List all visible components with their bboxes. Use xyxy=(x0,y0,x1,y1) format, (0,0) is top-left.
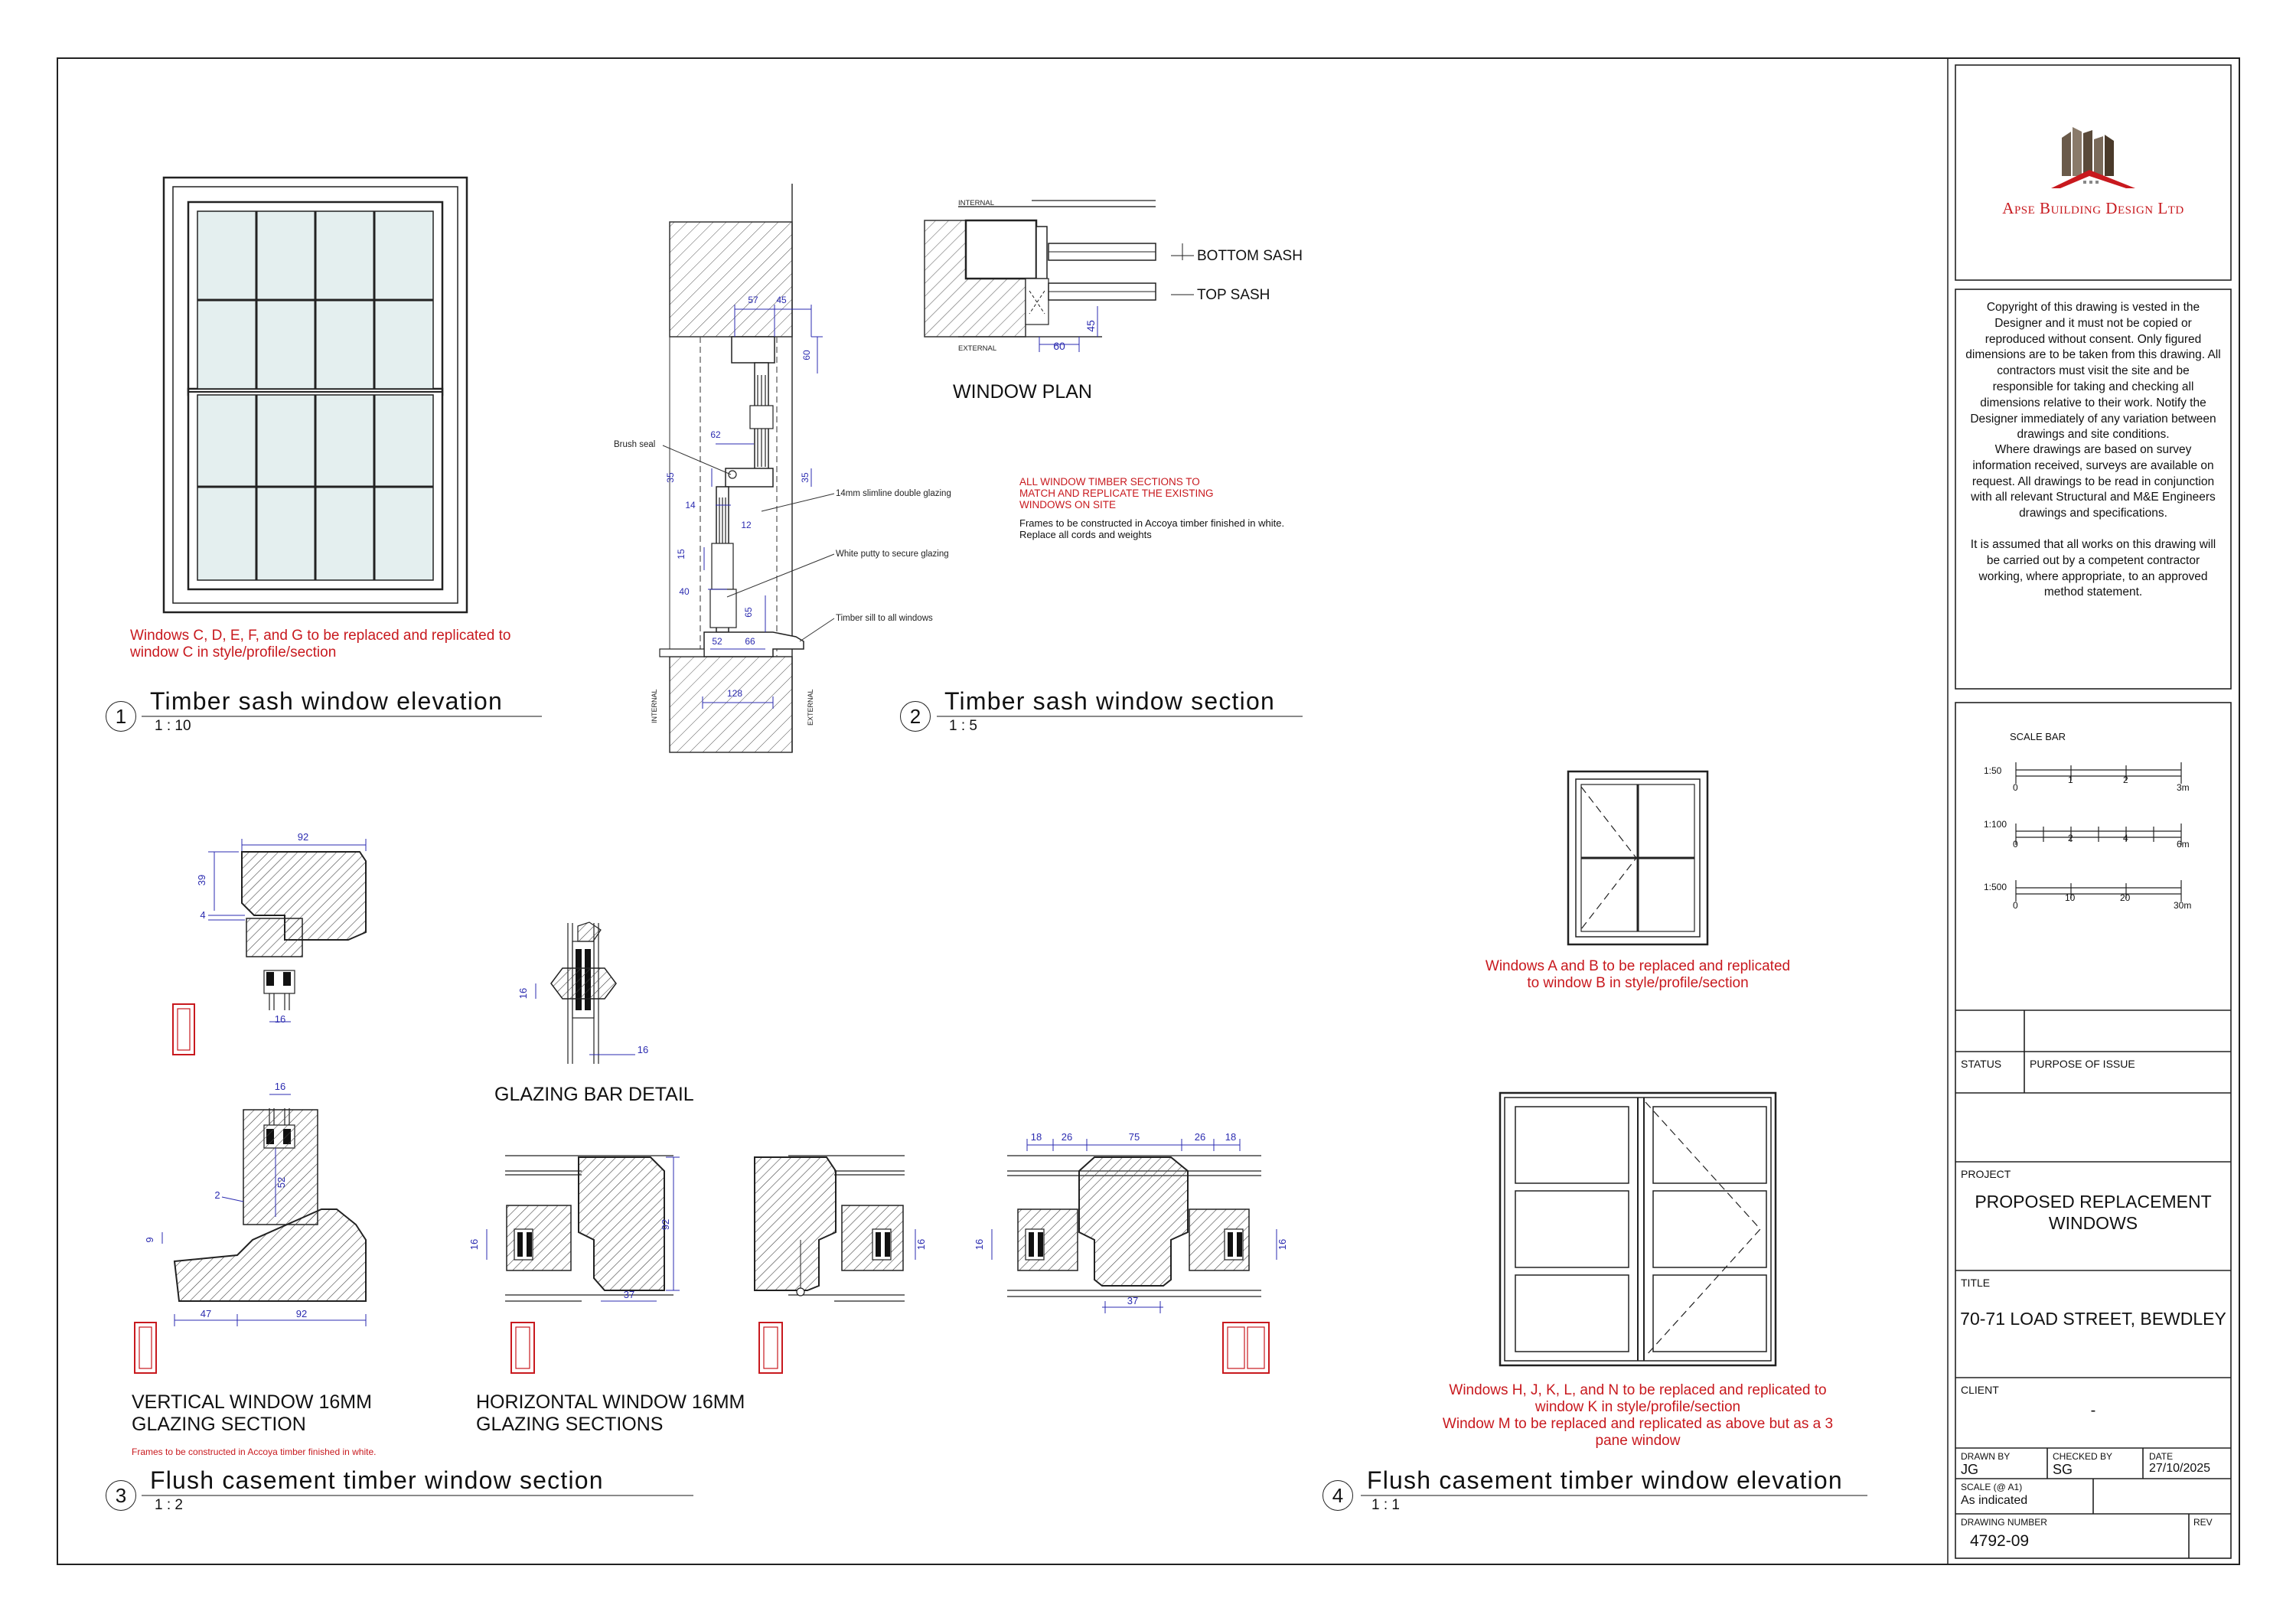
scale-bar-heading: SCALE BAR xyxy=(2010,731,2066,742)
dim-14: 14 xyxy=(685,500,696,510)
sash-window-section xyxy=(614,184,951,752)
date-value: 27/10/2025 xyxy=(2149,1462,2211,1475)
section-external-label: EXTERNAL xyxy=(807,689,814,726)
dim-35b: 35 xyxy=(800,472,810,483)
dim-40: 40 xyxy=(679,586,690,597)
dim-15: 15 xyxy=(676,549,687,559)
copyright-text: Copyright of this drawing is vested in the Designer and it must not be copied or reproduced without consent. Only figured dimensions are to be taken from this drawing. All contractors must visit the site and be responsible for taking and checking all dimensions relative to their work. Notify the Designer immediately of any variation between drawings and site conditions. xyxy=(1965,301,2221,442)
dim-45: 45 xyxy=(776,295,787,305)
dim-hc-75: 75 xyxy=(1128,1131,1140,1143)
dim-vb-52: 52 xyxy=(276,1176,287,1189)
scale-bar-1-tick-0: 0 xyxy=(2013,782,2018,793)
dim-65: 65 xyxy=(743,607,754,618)
drawn-by-label: DRAWN BY xyxy=(1961,1451,2011,1462)
scale-bar-2-tick-0: 0 xyxy=(2013,839,2018,850)
view-1-scale: 1 : 10 xyxy=(155,718,191,734)
drawing-title: 70-71 LOAD STREET, BEWDLEY xyxy=(1960,1309,2226,1329)
title-block-frame xyxy=(1955,65,2231,1558)
dim-vt-16: 16 xyxy=(274,1013,286,1025)
plan-heading: WINDOW PLAN xyxy=(953,381,1092,403)
company-logo xyxy=(2051,127,2135,188)
view-4-title: Flush casement timber window elevation xyxy=(1367,1466,1843,1494)
rev-label: REV xyxy=(2193,1517,2213,1528)
plan-external-label: EXTERNAL xyxy=(958,344,997,353)
dim-vb-92: 92 xyxy=(295,1308,308,1319)
dim-hc-16a: 16 xyxy=(974,1238,985,1251)
plan-dim-45: 45 xyxy=(1084,320,1097,332)
scale-value: As indicated xyxy=(1961,1494,2028,1507)
note-window-m: Window M to be replaced and replicated as above but as a 3 pane window xyxy=(1442,1416,1834,1449)
dim-hb-16: 16 xyxy=(915,1238,927,1251)
drawing-number-value: 4792-09 xyxy=(1970,1532,2030,1550)
dim-hc-18a: 18 xyxy=(1030,1131,1042,1143)
dim-60: 60 xyxy=(801,350,812,360)
glazing-bar-heading: GLAZING BAR DETAIL xyxy=(494,1084,694,1105)
checked-by-value: SG xyxy=(2053,1462,2073,1477)
callout-brush-seal: Brush seal xyxy=(614,440,656,449)
plan-bottom-sash: BOTTOM SASH xyxy=(1197,248,1303,264)
purpose-label: PURPOSE OF ISSUE xyxy=(2030,1058,2135,1070)
dim-62: 62 xyxy=(710,429,721,440)
casement-elevation-small xyxy=(1568,771,1707,944)
callout-sill: Timber sill to all windows xyxy=(836,614,933,623)
drawn-by-value: JG xyxy=(1961,1462,1979,1477)
dim-vb-2: 2 xyxy=(214,1189,220,1201)
client-value: - xyxy=(2090,1402,2096,1419)
view-3-number: 3 xyxy=(106,1480,136,1511)
dim-hc-16b: 16 xyxy=(1277,1238,1288,1251)
scale-bar-2-tick-3: 6m xyxy=(2177,839,2190,850)
company-name: Apse Building Design Ltd xyxy=(2002,199,2184,217)
dim-12: 12 xyxy=(741,520,752,530)
vertical-section-top xyxy=(196,831,366,1025)
scale-bar-1-tick-1: 1 xyxy=(2068,775,2073,785)
dim-hc-37: 37 xyxy=(1127,1295,1139,1306)
horizontal-section-a xyxy=(468,1156,680,1301)
scale-bar-3-label: 1:500 xyxy=(1984,882,2007,892)
survey-text: Where drawings are based on survey information received, surveys are available on request. All drawings to be read in conjunction with all relevant Structural and M&E Engineers drawings and specifications. xyxy=(1971,443,2216,520)
dim-ha-92: 92 xyxy=(660,1218,671,1231)
dim-128: 128 xyxy=(726,688,743,699)
note-accoya: Frames to be constructed in Accoya timber finished in white. Replace all cords and weights xyxy=(1019,517,1285,540)
casement-elevation-large xyxy=(1500,1093,1776,1365)
horizontal-section-heading: HORIZONTAL WINDOW 16MM GLAZING SECTIONS xyxy=(476,1391,745,1435)
view-2-scale: 1 : 5 xyxy=(949,718,977,734)
horizontal-section-b xyxy=(755,1156,927,1301)
note-windows-hjkln: Windows H, J, K, L, and N to be replaced and replicated to window K in style/profile/section xyxy=(1449,1382,1827,1415)
dim-gb-16b: 16 xyxy=(637,1044,649,1055)
horizontal-section-c xyxy=(974,1131,1288,1313)
dim-52: 52 xyxy=(712,636,722,647)
dim-66: 66 xyxy=(745,636,755,647)
scale-bar-2-tick-2: 4 xyxy=(2123,833,2128,843)
dim-ha-37: 37 xyxy=(623,1289,635,1300)
dim-hc-26b: 26 xyxy=(1194,1131,1206,1143)
view-3-scale: 1 : 2 xyxy=(155,1497,183,1513)
view-4-number: 4 xyxy=(1322,1480,1353,1511)
dim-hc-26a: 26 xyxy=(1061,1131,1073,1143)
dim-vb-16: 16 xyxy=(274,1081,286,1092)
plan-top-sash: TOP SASH xyxy=(1197,287,1270,303)
dim-vb-47: 47 xyxy=(200,1308,212,1319)
scale-bar-1-label: 1:50 xyxy=(1984,765,2002,776)
dim-gb-16a: 16 xyxy=(517,987,529,1000)
view-1-title: Timber sash window elevation xyxy=(150,687,504,715)
project-name: PROPOSED REPLACEMENT WINDOWS xyxy=(1975,1192,2212,1233)
dim-hc-18b: 18 xyxy=(1225,1131,1237,1143)
callout-glazing: 14mm slimline double glazing xyxy=(836,489,951,498)
view-2-number: 2 xyxy=(900,701,931,732)
sash-window-elevation xyxy=(164,178,467,612)
scale-bar-1-tick-2: 2 xyxy=(2123,775,2128,785)
window-plan xyxy=(925,199,1303,353)
assumption-text: It is assumed that all works on this drawing will be carried out by a competent contractor working, where appropriate, to an approved method statement. xyxy=(1970,538,2216,599)
project-label: PROJECT xyxy=(1961,1168,2011,1180)
callout-putty: White putty to secure glazing xyxy=(836,550,949,559)
status-label: STATUS xyxy=(1961,1058,2002,1070)
plan-dim-60: 60 xyxy=(1053,340,1065,352)
scale-bar-3-tick-3: 30m xyxy=(2174,900,2192,911)
scale-bar-1-tick-3: 3m xyxy=(2177,782,2190,793)
view-2-title: Timber sash window section xyxy=(944,687,1275,715)
scale-bar-2-tick-1: 2 xyxy=(2068,833,2073,843)
section-internal-label: INTERNAL xyxy=(651,689,658,723)
scale-bar-3-tick-1: 10 xyxy=(2065,892,2076,903)
vertical-section-bottom xyxy=(144,1081,366,1326)
view-4-scale: 1 : 1 xyxy=(1371,1497,1400,1513)
plan-internal-label: INTERNAL xyxy=(958,199,994,207)
scale-bar-3-tick-0: 0 xyxy=(2013,900,2018,911)
note-sash-replace: Windows C, D, E, F, and G to be replaced and replicated to window C in style/profile/section xyxy=(130,628,511,660)
view-1-number: 1 xyxy=(106,701,136,732)
dim-35a: 35 xyxy=(665,472,676,483)
dim-vb-9: 9 xyxy=(144,1237,155,1243)
drawing-number-label: DRAWING NUMBER xyxy=(1961,1517,2047,1528)
scale-bar-3-tick-2: 20 xyxy=(2120,892,2131,903)
dim-57: 57 xyxy=(748,295,758,305)
date-label: DATE xyxy=(2149,1451,2174,1462)
vertical-section-heading: VERTICAL WINDOW 16MM GLAZING SECTION xyxy=(132,1391,372,1435)
checked-by-label: CHECKED BY xyxy=(2053,1451,2113,1462)
scale-bar-2-label: 1:100 xyxy=(1984,819,2007,830)
scale-bars xyxy=(2016,762,2181,902)
note-accoya-casement: Frames to be constructed in Accoya timber finished in white. xyxy=(132,1447,377,1457)
title-label: TITLE xyxy=(1961,1277,1991,1289)
glazing-bar-section xyxy=(517,922,648,1064)
dim-ha-16: 16 xyxy=(468,1238,480,1251)
client-label: CLIENT xyxy=(1961,1384,1999,1396)
note-windows-ab: Windows A and B to be replaced and replicated to window B in style/profile/section xyxy=(1485,958,1791,991)
view-3-title: Flush casement timber window section xyxy=(150,1466,604,1494)
dim-vt-4: 4 xyxy=(200,909,206,921)
note-sections-match: ALL WINDOW TIMBER SECTIONS TO MATCH AND REPLICATE THE EXISTING WINDOWS ON SITE xyxy=(1019,476,1214,510)
scale-label: SCALE (@ A1) xyxy=(1961,1482,2023,1492)
dim-vt-92: 92 xyxy=(297,831,309,843)
dim-vt-39: 39 xyxy=(196,874,207,886)
